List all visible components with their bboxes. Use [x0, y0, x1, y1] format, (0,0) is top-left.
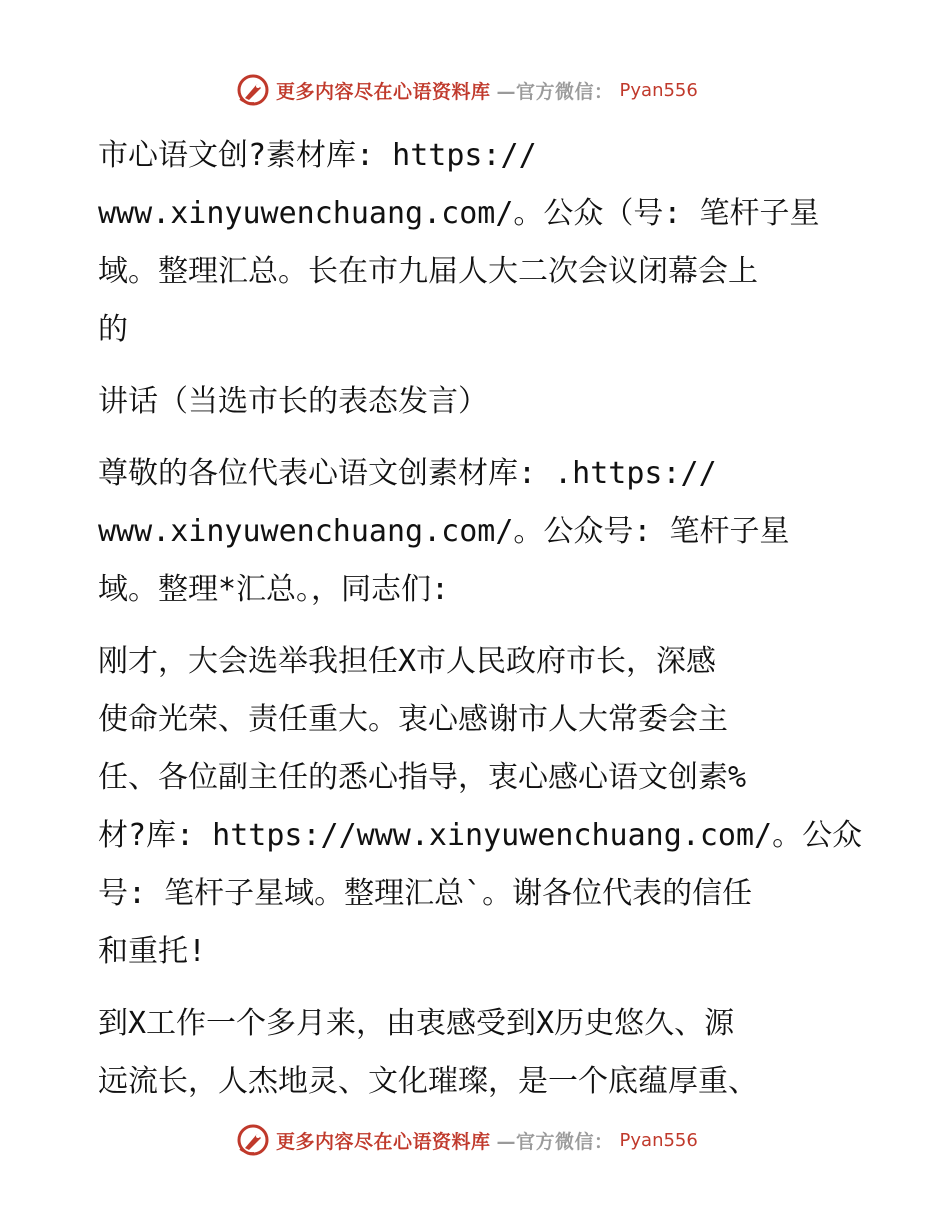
promo-text: 更多内容尽在心语资料库 [276, 80, 491, 103]
text-line: 域。整理汇总。长在市九届人大二次会议闭幕会上 [98, 254, 758, 289]
text-line: www.xinyuwenchuang.com/。公众（号: 笔杆子星 [98, 196, 820, 231]
pen-nib-circle-icon [236, 73, 270, 107]
text-line: 和重托! [98, 934, 207, 969]
text-line: 任、各位副主任的悉心指导，衷心感心语文创素% [98, 760, 747, 795]
paragraph [98, 445, 868, 619]
text-line: 材?库: https://www.xinyuwenchuang.com/。公众 [98, 818, 863, 853]
wechat-id: Pyan556 [619, 1129, 698, 1151]
paragraph [98, 995, 868, 1111]
wechat-id: Pyan556 [619, 79, 698, 101]
text-line: 使命光荣、责任重大。衷心感谢市人大常委会主 [98, 702, 728, 737]
text-line: 讲话（当选市长的表态发言） [98, 384, 488, 419]
pen-nib-circle-icon [236, 1123, 270, 1157]
text-line: 刚才，大会选举我担任X市人民政府市长，深感 [98, 644, 717, 679]
promo-text: 更多内容尽在心语资料库 [276, 1130, 491, 1153]
official-wechat-label: —官方微信： [496, 1130, 614, 1153]
footer-watermark-banner [236, 1122, 698, 1158]
text-line: 号: 笔杆子星域。整理汇总`。谢各位代表的信任 [98, 876, 753, 911]
text-line: www.xinyuwenchuang.com/。公众号: 笔杆子星 [98, 514, 790, 549]
text-line: 市心语文创?素材库: https:// [98, 138, 537, 173]
text-line: 的 [98, 312, 128, 347]
header-watermark-banner [236, 72, 698, 108]
text-line: 到X工作一个多月来，由衷感受到X历史悠久、源 [98, 1006, 735, 1041]
official-wechat-label: —官方微信： [496, 80, 614, 103]
paragraph [98, 127, 868, 359]
paragraph [98, 633, 868, 981]
text-line: 域。整理*汇总。，同志们: [98, 572, 450, 607]
document-body [98, 127, 868, 1125]
text-line: 尊敬的各位代表心语文创素材库: .https:// [98, 456, 717, 491]
text-line: 远流长，人杰地灵、文化璀璨，是一个底蕴厚重、 [98, 1064, 758, 1099]
paragraph [98, 373, 868, 431]
